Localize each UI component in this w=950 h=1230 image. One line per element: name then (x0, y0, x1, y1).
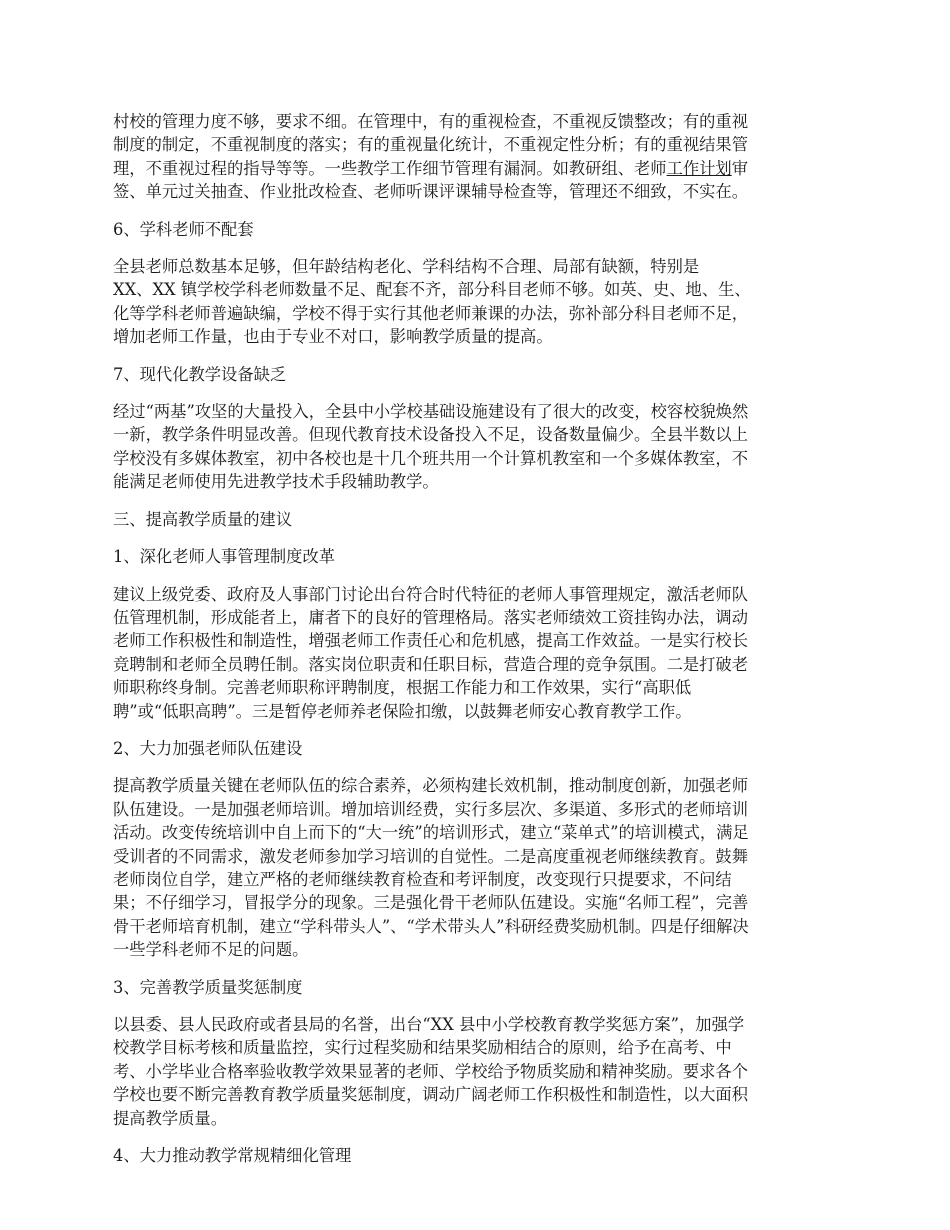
text-line: 学校也要不断完善教育教学质量奖惩制度，调动广阔老师工作积极性和制造性，以大面积 (113, 1085, 748, 1105)
text-line: 村校的管理力度不够，要求不细。在管理中，有的重视检查，不重视反馈整改；有的重视 (113, 112, 748, 131)
text-line: 考、小学毕业合格率验收教学效果显著的老师、学校给予物质奖励和精神奖励。要求各个 (113, 1061, 748, 1081)
text-line: 竞聘制和老师全员聘任制。落实岗位职责和任职目标，营造合理的竞争氛围。二是打破老 (113, 654, 748, 674)
section-heading-1: 1、深化老师人事管理制度改革 (113, 547, 336, 567)
chapter-heading-3: 三、提高教学质量的建议 (113, 509, 293, 529)
paragraph-rewards (113, 1013, 840, 1130)
section-heading-7: 7、现代化教学设备缺乏 (113, 364, 287, 384)
text-line: 建议上级党委、政府及人事部门讨论出台符合时代特征的老师人事管理规定，激活老师队 (113, 584, 748, 604)
text-line: 伍管理机制，形成能者上，庸者下的良好的管理格局。落实老师绩效工资挂钩办法，调动 (113, 607, 748, 627)
text-line: 学校没有多媒体教室，初中各校也是十几个班共用一个计算机教室和一个多媒体教室，不 (113, 448, 748, 468)
text-line: 活动。改变传统培训中自上而下的“大一统”的培训形式，建立“菜单式”的培训模式，满足 (113, 823, 749, 843)
text-line: 一些学科老师不足的问题。 (113, 940, 309, 960)
text-line: 全县老师总数基本足够，但年龄结构老化、学科结构不合理、局部有缺额，特别是 (113, 257, 700, 277)
text-line: 化等学科老师普遍缺编，学校不得于实行其他老师兼课的办法，弥补部分科目老师不足， (113, 303, 748, 323)
text-line-with-link (113, 157, 840, 180)
paragraph-teacher-team (113, 774, 840, 961)
text-line: 师职称终身制。完善老师职称评聘制度，根据工作能力和工作效果，实行“高职低 (113, 678, 692, 698)
text-line: 提高教学质量关键在老师队伍的综合素养，必须构建长效机制，推动制度创新，加强老师 (113, 776, 748, 796)
text-line: 受训者的不同需求，激发老师参加学习培训的自觉性。二是高度重视老师继续教育。鼓舞 (113, 846, 748, 866)
text-line: 校教学目标考核和质量监控，实行过程奖励和结果奖励相结合的原则，给予在高考、中 (113, 1038, 732, 1058)
text-line: 骨干老师培育机制，建立“学科带头人”、“学术带头人”科研经费奖励机制。四是仔细解决 (113, 916, 749, 936)
text-line: 聘”或“低职高聘”。三是暂停老师养老保险扣缴，以鼓舞老师安心教育教学工作。 (113, 701, 692, 721)
paragraph-equipment (113, 400, 840, 494)
text-line: 理，不重视过程的指导等等。一些教学工作细节管理有漏洞。如教研组、老师 (113, 158, 667, 178)
text-line: 果；不仔细学习，冒报学分的现象。三是强化骨干老师队伍建设。实施“名师工程”，完善 (113, 893, 749, 913)
section-heading-4: 4、大力推动教学常规精细化管理 (113, 1146, 352, 1166)
text-line: 经过“两基”攻坚的大量投入，全县中小学校基础设施建设有了很大的改变，校容校貌焕然 (113, 402, 749, 422)
paragraph-teacher-shortage (113, 255, 840, 349)
paragraph-personnel-reform (113, 583, 840, 723)
text-line: XX、XX 镇学校学科老师数量不足、配套不齐，部分科目老师不够。如英、史、地、生、 (113, 280, 751, 300)
text-fragment: 审 (731, 158, 749, 178)
text-line: 增加老师工作量，也由于专业不对口，影响教学质量的提高。 (113, 327, 553, 347)
section-heading-6: 6、学科老师不配套 (113, 219, 254, 239)
paragraph-management-issues (113, 110, 840, 204)
text-line: 队伍建设。一是加强老师培训。增加培训经费，实行多层次、多渠道、多形式的老师培训 (113, 799, 748, 819)
text-line: 老师工作积极性和制造性，增强老师工作责任心和危机感，提高工作效益。一是实行校长 (113, 631, 748, 651)
text-line: 制度的制定，不重视制度的落实；有的重视量化统计，不重视定性分析；有的重视结果管 (113, 135, 748, 155)
text-line: 以县委、县人民政府或者县局的名誉，出台“XX 县中小学校教育教学奖惩方案”，加强学 (113, 1015, 745, 1034)
section-heading-2: 2、大力加强老师队伍建设 (113, 738, 303, 758)
text-line: 提高教学质量。 (113, 1108, 227, 1128)
section-heading-3: 3、完善教学质量奖惩制度 (113, 977, 303, 997)
work-plan-link[interactable]: 工作计划 (666, 158, 732, 178)
text-line: 老师岗位自学，建立严格的老师继续教育检查和考评制度，改变现行只提要求，不问结 (113, 869, 732, 889)
text-line: 能满足老师使用先进教学技术手段辅助教学。 (113, 472, 439, 492)
text-line: 签、单元过关抽查、作业批改检查、老师听课评课辅导检查等，管理还不细致，不实在。 (113, 182, 748, 202)
text-line: 一新，教学条件明显改善。但现代教育技术设备投入不足，设备数量偏少。全县半数以上 (113, 425, 748, 445)
